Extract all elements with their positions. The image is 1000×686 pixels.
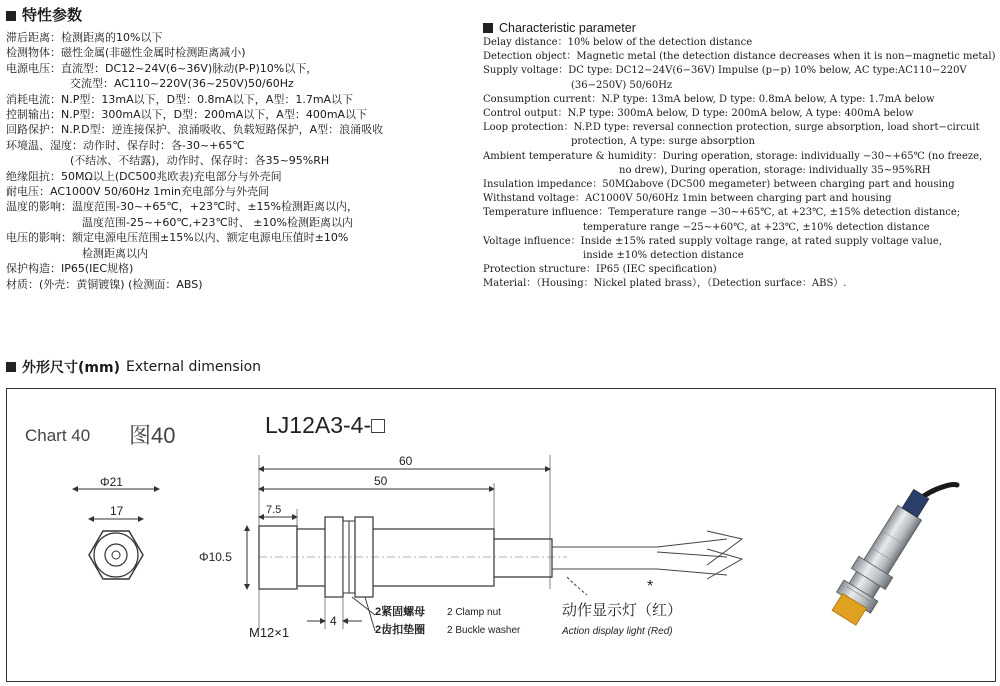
dim-17: 17 [110, 504, 124, 518]
cn-param-line: 保护构造：IP65(IEC规格) [6, 262, 134, 276]
cn-parameter-section [6, 6, 476, 292]
en-param-line: temperature range −25∼+60℃, at +23℃, ±10% detection distance [583, 221, 930, 233]
cn-param-line: 材质：(外壳：黄铜镀镍) (检测面：ABS) [6, 277, 203, 291]
chart-label-en: Chart 40 [25, 426, 91, 445]
cn-param-line: 电源电压：直流型：DC12~24V(6~36V)脉动(P-P)10%以下， [6, 61, 318, 75]
en-section-title: Characteristic parameter [499, 20, 636, 35]
en-param-line: Supply voltage：DC type: DC12−24V(6−36V) Impulse (p−p) 10% below, AC type:AC110−220V [483, 65, 967, 77]
en-param-line: Voltage influence：Inside ±15% rated supply voltage range, at rated supply voltage value, [483, 235, 943, 247]
label-buckle-washer-cn: 2齿扣垫圈 [375, 624, 426, 636]
dim-4: 4 [330, 614, 337, 628]
cn-param-line: 温度范围-25~+60℃,+23℃时、 ±10%检测距离以内 [82, 215, 353, 229]
front-view [73, 475, 159, 579]
cn-param-line: (不结冰、不结露)，动作时、保存时：各35~95%RH [70, 154, 330, 168]
sensor-product-illustration [827, 483, 957, 628]
dim-phi21: Φ21 [100, 475, 123, 489]
label-clamp-nut-cn: 2紧固螺母 [375, 606, 426, 618]
en-section-header [483, 20, 998, 36]
en-param-line: no drew), During operation, storage: individually 35∼95%RH [619, 164, 931, 176]
cn-param-line: 电压的影响：额定电源电压范围±15%以内、额定电源电压值时±10% [6, 231, 349, 245]
en-param-line: Detection object：Magnetic metal (the detection distance decreases when it is non−magnetic metal) [483, 51, 996, 63]
cn-param-line: 回路保护：N.P.D型：逆连接保护、浪涌吸收、负载短路保护，A型：浪涌吸收 [6, 123, 384, 137]
dim-phi10-5: Φ10.5 [199, 550, 232, 564]
cn-param-line: 控制输出：N.P型：300mA以下，D型：200mA以下，A型：400mA以下 [6, 108, 368, 122]
label-action-light-cn: 动作显示灯（红） [562, 602, 683, 619]
en-param-line: Ambient temperature & humidity：During operation, storage: individually −30∼+65℃ (no freeze, [483, 150, 983, 162]
chart-label-cn: 图40 [129, 423, 176, 448]
cn-section-title: 特性参数 [22, 6, 83, 25]
square-bullet-icon [6, 11, 16, 21]
label-clamp-nut-en: 2 Clamp nut [447, 607, 501, 618]
dimension-drawing [7, 389, 995, 681]
cn-param-line: 交流型：AC110~220V(36~250V)50/60Hz [70, 77, 294, 91]
dim-m12x1: M12×1 [249, 625, 290, 640]
cn-param-line: 温度的影响：温度范围-30~+65℃，+23℃时、±15%检测距离以内， [6, 200, 358, 214]
en-param-line: (36−250V) 50/60Hz [571, 79, 673, 91]
cn-param-line: 检测物体：磁性金属(非磁性金属时检测距离减小) [6, 46, 246, 60]
square-bullet-icon [6, 362, 16, 372]
label-action-light-en: Action display light (Red) [562, 626, 673, 637]
asterisk-mark: * [647, 578, 654, 595]
label-buckle-washer-en: 2 Buckle washer [447, 625, 521, 636]
en-param-line: Loop protection：N.P.D type: reversal connection protection, surge absorption, load short−circuit [483, 122, 980, 134]
cn-param-line: 耐电压：AC1000V 50/60Hz 1min充电部分与外壳间 [6, 185, 270, 199]
dimension-section-header [6, 357, 261, 377]
cn-param-line: 绝缘阻抗：50MΩ以上(DC500兆欧表)充电部分与外壳间 [6, 169, 282, 183]
cn-param-line: 滞后距离：检测距离的10%以下 [6, 31, 163, 44]
cn-param-line: 检测距离以内 [82, 246, 148, 260]
en-param-line: Control output：N.P type: 300mA below, D type: 200mA below, A type: 400mA below [483, 108, 914, 120]
dim-50: 50 [374, 474, 388, 488]
side-view [199, 454, 742, 640]
en-param-line: Material：（Housing：Nickel plated brass），（Detection surface：ABS）. [483, 278, 847, 290]
cn-section-header [6, 6, 476, 26]
dimension-title-cn: 外形尺寸(mm) [22, 360, 120, 376]
dim-60: 60 [399, 454, 413, 468]
dimension-drawing-panel [6, 388, 996, 682]
en-param-line: Withstand voltage：AC1000V 50/60Hz 1min between charging part and housing [483, 193, 892, 205]
model-number: LJ12A3-4-□ [265, 412, 386, 438]
cn-param-line: 环境温、湿度：动作时、保存时：各-30~+65℃ [6, 138, 245, 152]
en-param-line: Protection structure：IP65 (IEC specification) [483, 264, 717, 276]
cn-param-line: 消耗电流：N.P型：13mA以下，D型：0.8mA以下，A型：1.7mA以下 [6, 92, 354, 106]
en-param-line: Insulation impedance：50MΩabove (DC500 megameter) between charging part and housing [483, 179, 955, 191]
en-param-line: Consumption current：N.P type: 13mA below, D type: 0.8mA below, A type: 1.7mA below [483, 93, 935, 105]
dim-7-5: 7.5 [266, 504, 282, 516]
en-parameter-section [483, 20, 998, 292]
square-bullet-icon [483, 23, 493, 33]
en-param-line: inside ±10% detection distance [583, 250, 744, 262]
en-param-line: protection, A type: surge absorption [571, 136, 755, 148]
en-param-line: Delay distance：10% below of the detection distance [483, 37, 753, 48]
en-param-line: Temperature influence：Temperature range −30∼+65℃, at +23℃, ±15% detection distance; [483, 207, 961, 219]
dimension-title-en: External dimension [125, 359, 262, 375]
